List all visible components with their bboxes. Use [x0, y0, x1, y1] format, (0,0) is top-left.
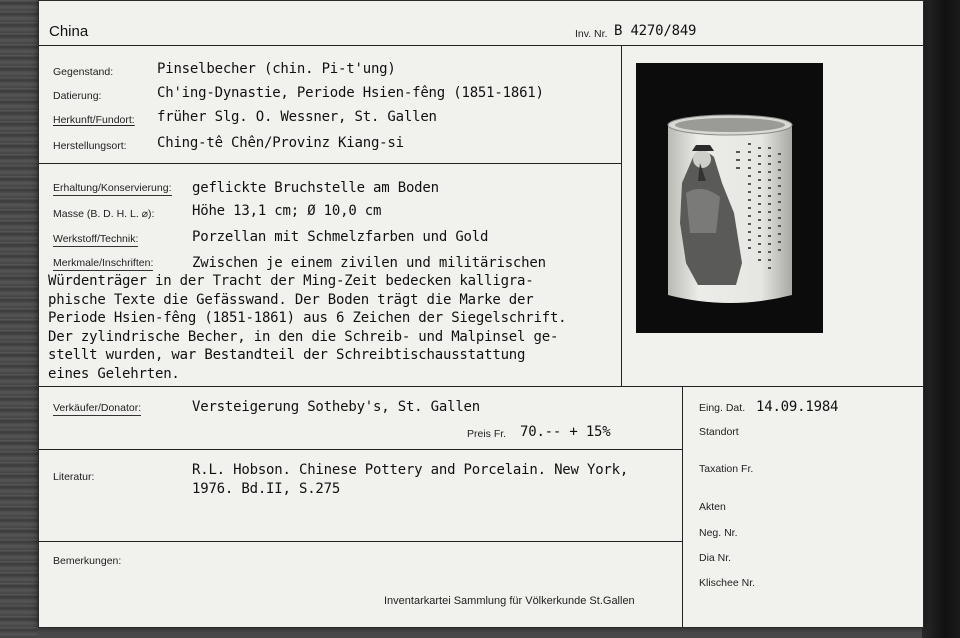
bemerkungen-label: Bemerkungen:	[53, 555, 122, 567]
rule-literature-block	[39, 541, 682, 542]
akten-label: Akten	[699, 501, 726, 513]
inv-nr-value: B 4270/849	[614, 23, 697, 39]
object-photo	[636, 63, 823, 333]
rule-description-block	[39, 386, 923, 387]
herstellungsort-label: Herstellungsort:	[53, 140, 127, 152]
film-edge-right	[922, 0, 960, 638]
werkstoff-value: Porzellan mit Schmelzfarben und Gold	[192, 229, 489, 245]
herkunft-value: früher Slg. O. Wessner, St. Gallen	[157, 109, 437, 125]
rule-sidebar-left	[682, 386, 683, 627]
standort-label: Standort	[699, 426, 739, 438]
merkmale-line1: Zwischen je einem zivilen und militärischen	[192, 255, 546, 271]
erhaltung-value: geflickte Bruchstelle am Boden	[192, 180, 439, 196]
verkaeufer-value: Versteigerung Sotheby's, St. Gallen	[192, 399, 481, 415]
rule-object-block	[39, 163, 621, 164]
herkunft-label: Herkunft/Fundort:	[53, 114, 135, 126]
merkmale-label: Merkmale/Inschriften:	[53, 257, 154, 269]
verkaeufer-label: Verkäufer/Donator:	[53, 402, 142, 414]
preis-value: 70.-- + 15%	[520, 424, 611, 440]
datierung-label: Datierung:	[53, 90, 102, 102]
gegenstand-value: Pinselbecher (chin. Pi-t'ung)	[157, 61, 396, 77]
datierung-value: Ch'ing-Dynastie, Periode Hsien-fêng (1851-1861)	[157, 85, 544, 101]
dia-nr-label: Dia Nr.	[699, 552, 732, 564]
klischee-nr-label: Klischee Nr.	[699, 577, 756, 589]
neg-nr-label: Neg. Nr.	[699, 527, 738, 539]
country: China	[49, 23, 89, 40]
masse-label: Masse (B. D. H. L. ⌀):	[53, 208, 155, 220]
erhaltung-label: Erhaltung/Konservierung:	[53, 182, 172, 194]
masse-value: Höhe 13,1 cm; Ø 10,0 cm	[192, 203, 382, 219]
herstellungsort-value: Ching-tê Chên/Provinz Kiang-si	[157, 135, 404, 151]
eing-dat-label: Eing. Dat.	[699, 402, 746, 414]
taxation-label: Taxation Fr.	[699, 463, 754, 475]
literatur-label: Literatur:	[53, 471, 95, 483]
eing-dat-value: 14.09.1984	[756, 399, 839, 415]
inventory-card	[38, 0, 924, 628]
rule-seller-block	[39, 449, 682, 450]
inv-nr-label: Inv. Nr.	[575, 28, 608, 40]
gegenstand-label: Gegenstand:	[53, 66, 114, 78]
card-footer: Inventarkartei Sammlung für Völkerkunde St.Gallen	[384, 595, 635, 607]
preis-label: Preis Fr.	[467, 428, 507, 440]
rule-photo-left	[621, 45, 622, 387]
werkstoff-label: Werkstoff/Technik:	[53, 233, 139, 245]
film-edge-left	[0, 0, 38, 638]
brush-pot-image	[636, 63, 823, 333]
literatur-value: R.L. Hobson. Chinese Pottery and Porcelain. New York, 1976. Bd.II, S.275	[192, 462, 629, 497]
rule-header	[39, 45, 923, 46]
merkmale-text: Würdenträger in der Tracht der Ming-Zeit bedecken kalligra- phische Texte die Gefässwand. Der Boden trägt die Marke der Periode Hsien-fêng (1851-1861) aus 6 Zeichen der Siegelschrift. Der zylindrische Becher, in den die Schreib- und Malpinsel ge- stellt wurden, war Bestandteil der Schreibtischausstattung eines Gelehrten.	[48, 273, 567, 382]
